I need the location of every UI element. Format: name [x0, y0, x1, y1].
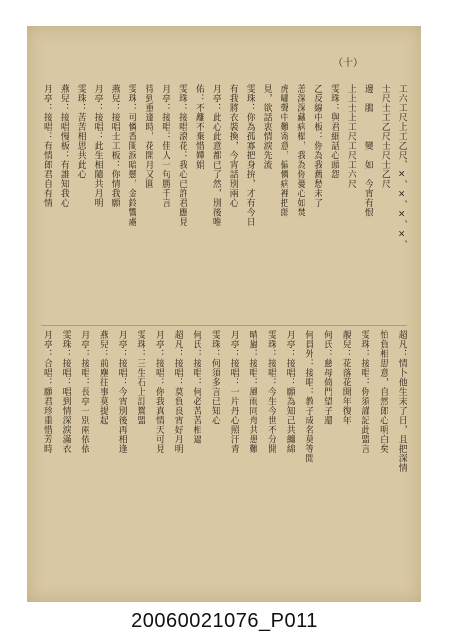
text-column: 雯珠：與君細話心頭怨 [329, 84, 340, 179]
text-column: 雯珠：接唱：今生今世不分開 [266, 330, 277, 454]
text-column: 月亭：接唱：今宵別後再相逢 [116, 330, 127, 454]
text-column: 見，欲話衷情淚先流 [261, 84, 272, 170]
text-column: 燕兒：前塵往事莫提起 [98, 330, 109, 425]
archive-id-caption: 20060021076_P011 [131, 610, 318, 632]
text-column: 超凡：接唱：莫負良宵好月明 [172, 330, 183, 454]
text-column: 虎嘯聲中難寄意，偏憐病裡把郎 [278, 84, 289, 217]
text-column: 待到重逢時，花開月又圓 [143, 84, 154, 189]
text-column: 雯珠：三生石上訂鴛盟 [135, 330, 146, 425]
text-column: 雯珠：接唱：你須謹記此盟言 [359, 330, 370, 454]
text-column: 佑：不離不棄惜嬋娟 [194, 84, 205, 170]
text-column: 雯珠：苦苦相思共此心 [75, 84, 86, 179]
text-column: 靚兒：花落花開年復年 [340, 330, 351, 425]
text-column: 何員外：接唱：教子成名莫等閒 [303, 330, 314, 463]
text-column: 月亭：合唱：願君珍重惜芳時 [42, 330, 52, 454]
page-number: （十） [333, 58, 363, 69]
text-column: 邊 鵑 變 如 今宵有恨 [362, 84, 373, 217]
text-column: 月亭：此心此意都已了然，別後唯 [210, 84, 221, 227]
text-column: 乙反線中板：你為我舊愁未了 [312, 84, 323, 208]
text-column: 恙深深藏病榻，我為你憂心如焚 [295, 84, 306, 217]
script-text-lower [41, 330, 407, 592]
script-text-upper [41, 84, 407, 324]
text-column: 月亭：接唱：願為知己共纏綿 [284, 330, 295, 454]
text-column: 超凡：情卜他生末了日，且把深情 [396, 330, 407, 473]
text-column: 雯珠：接唱：唱到情深淚滿衣 [60, 330, 71, 454]
text-column: 雯珠：你為孤寡把身拚，才有今日 [244, 84, 255, 227]
text-column: 雯珠：接唱滾花：我心已許君應見 [177, 84, 188, 227]
text-column: 月亭：接唱：此生相隨共月明 [92, 84, 103, 208]
text-column: 上上士上工尺工尺工六尺 [346, 84, 357, 189]
text-column: 何氏：慈母倚門望子還 [322, 330, 333, 425]
text-column: 月亭：接唱：一片丹心照汗青 [228, 330, 239, 454]
text-column: 燕兒：接唱士工板：你情我願 [109, 84, 120, 208]
text-column: 雯珠：可憐香閨淚暗懸，金鈴響處 [126, 84, 137, 227]
text-column: 有我將衣裝換，今宵話別兩心 [227, 84, 238, 208]
text-column: 怕負相思意，自然郎心明白矣 [378, 330, 389, 454]
text-column: 晴嵐：接唱：風雨同舟共患難 [247, 330, 258, 454]
text-column: 燕兒：接唱慢板：有誰知我心 [58, 84, 69, 208]
text-column: 何氏：接唱：何必苦苦相逼 [191, 330, 202, 444]
text-column: 月亭：接唱：有情郎君自有情 [42, 84, 52, 208]
text-column: 月亭：接唱：佳人一句勝千言 [160, 84, 171, 208]
text-column: 工六工尺上工乙尺、×、×、×、×、 [396, 84, 407, 250]
text-column: 士尺士工乙尺士尺士乙尺 [379, 84, 390, 189]
section-divider [41, 325, 407, 326]
scanned-page [27, 26, 421, 602]
text-column: 月亭：接唱：長亭一別兩依依 [79, 330, 90, 454]
text-column: 月亭：接唱：你我真情天可見 [154, 330, 165, 454]
text-column: 雯珠：何須多言已知心 [210, 330, 221, 425]
